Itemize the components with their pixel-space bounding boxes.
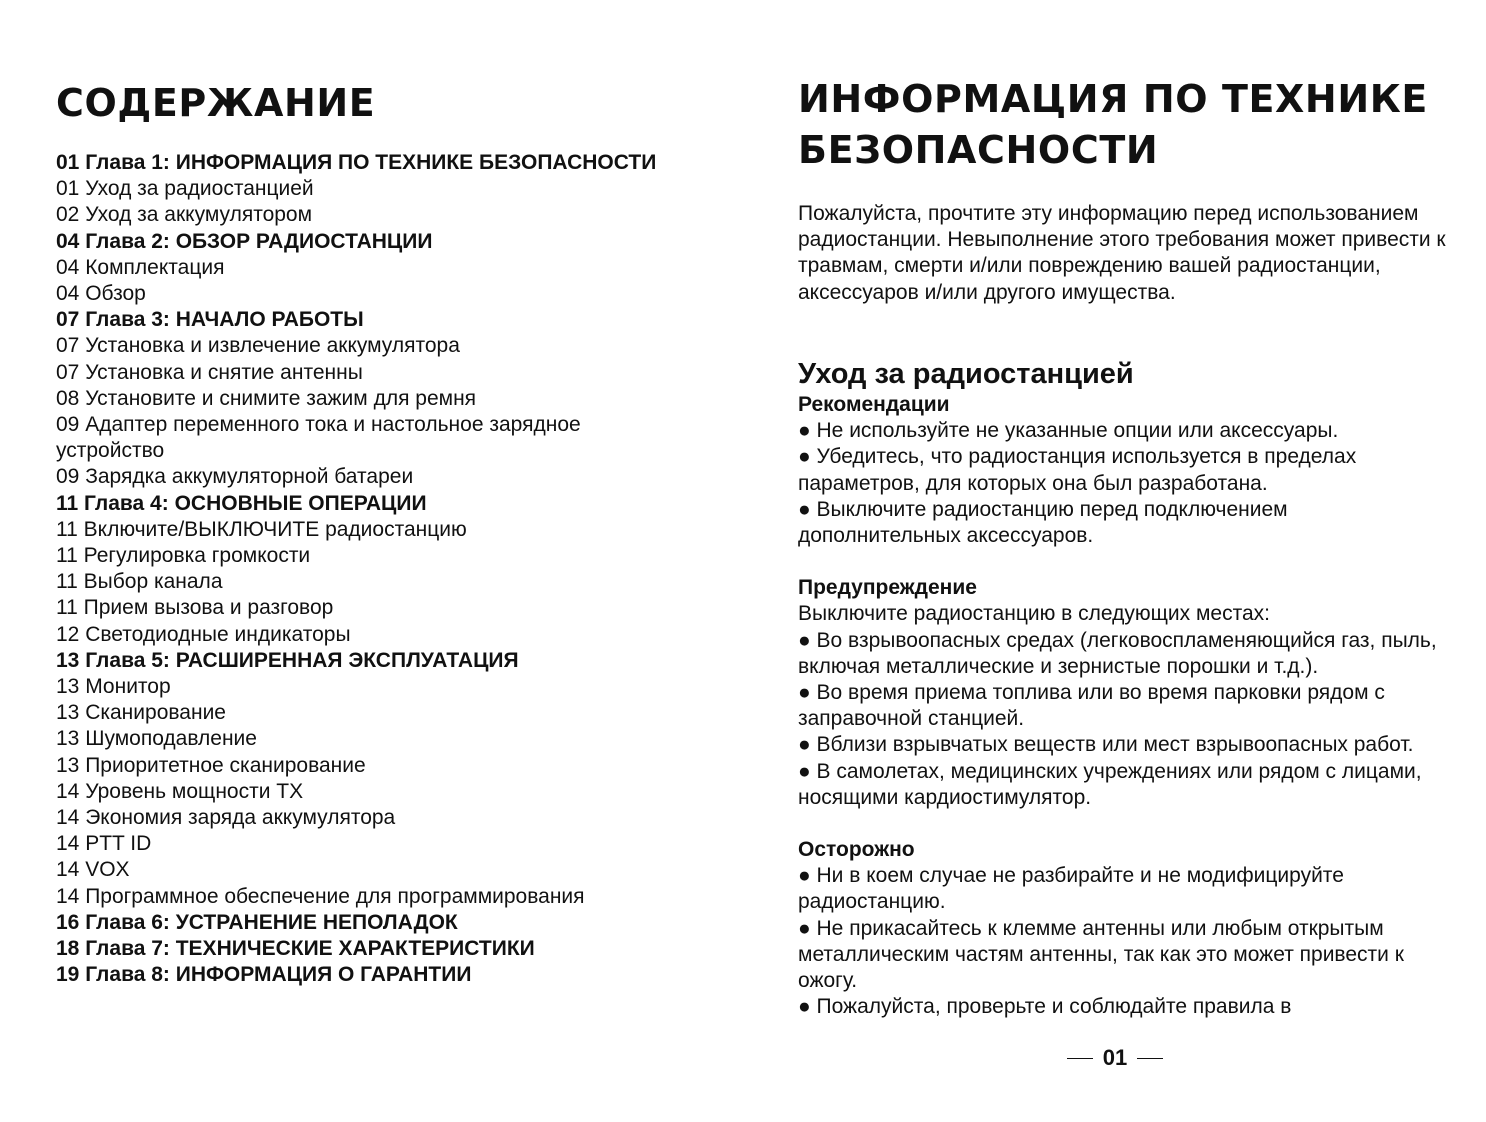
toc-item[interactable]: 14 Программное обеспечение для программирования <box>56 884 585 908</box>
toc-item[interactable]: 11 Глава 4: ОСНОВНЫЕ ОПЕРАЦИИ <box>56 491 427 515</box>
page-number-text: 01 <box>1102 1045 1128 1070</box>
toc-title: СОДЕРЖАНИЕ <box>56 81 376 125</box>
radio-care-section <box>798 356 1448 1020</box>
toc-item[interactable]: 19 Глава 8: ИНФОРМАЦИЯ О ГАРАНТИИ <box>56 963 472 987</box>
table-of-contents <box>56 150 676 989</box>
toc-item[interactable]: 01 Уход за радиостанцией <box>56 177 314 201</box>
toc-item[interactable]: 11 Прием вызова и разговор <box>56 596 334 620</box>
section-title: Уход за радиостанцией <box>798 358 1134 390</box>
toc-item[interactable]: 09 Зарядка аккумуляторной батареи <box>56 465 414 489</box>
caution-item: ● Не прикасайтесь к клемме антенны или любым открытым металлическим частям антенны, так как это может привести к ожогу. <box>798 916 1404 993</box>
toc-item[interactable]: 13 Приоритетное сканирование <box>56 753 366 777</box>
warning-item: ● Во время приема топлива или во время парковки рядом с заправочной станцией. <box>798 681 1385 731</box>
toc-item[interactable]: 08 Установите и снимите зажим для ремня <box>56 386 477 410</box>
warning-item: ● Во взрывоопасных средах (легковоспламеняющийся газ, пыль, включая металлические и зернистые порошки и т.д.). <box>798 628 1437 678</box>
intro-paragraph <box>798 201 1448 306</box>
toc-item[interactable]: 11 Выбор канала <box>56 570 223 594</box>
divider <box>1137 1058 1163 1059</box>
toc-item[interactable]: 14 VOX <box>56 858 130 882</box>
caution-item: ● Пожалуйста, проверьте и соблюдайте правила в <box>798 995 1292 1019</box>
toc-item[interactable]: 11 Включите/ВЫКЛЮЧИТЕ радиостанцию <box>56 517 467 541</box>
toc-item[interactable]: 14 PTT ID <box>56 832 152 856</box>
intro-text: Пожалуйста, прочтите эту информацию перед использованием радиостанции. Невыполнение этого требования может привести к травмам, смерти и/или повреждению вашей радиостанции, аксессуаров и/или другого имущества. <box>798 202 1446 304</box>
toc-item[interactable]: 04 Обзор <box>56 282 146 306</box>
recommendations-heading: Рекомендации <box>798 393 950 416</box>
caution-item: ● Ни в коем случае не разбирайте и не модифицируйте радиостанцию. <box>798 864 1344 914</box>
toc-item[interactable]: 07 Установка и снятие антенны <box>56 360 363 384</box>
toc-item[interactable]: 18 Глава 7: ТЕХНИЧЕСКИЕ ХАРАКТЕРИСТИКИ <box>56 937 535 961</box>
toc-item[interactable]: 13 Шумоподавление <box>56 727 257 751</box>
toc-item[interactable]: 14 Экономия заряда аккумулятора <box>56 806 396 830</box>
recommendation-item: ● Убедитесь, что радиостанция используется в пределах параметров, для которых она был разработана. <box>798 445 1357 495</box>
toc-item[interactable]: 13 Монитор <box>56 675 171 699</box>
warning-item: ● Вблизи взрывчатых веществ или мест взрывоопасных работ. <box>798 733 1414 757</box>
recommendation-item: ● Выключите радиостанцию перед подключением дополнительных аксессуаров. <box>798 497 1288 548</box>
toc-item[interactable]: 01 Глава 1: ИНФОРМАЦИЯ ПО ТЕХНИКЕ БЕЗОПАСНОСТИ <box>56 151 657 174</box>
caution-heading: Осторожно <box>798 838 915 862</box>
toc-item[interactable]: 04 Глава 2: ОБЗОР РАДИОСТАНЦИИ <box>56 229 433 253</box>
toc-item[interactable]: 07 Глава 3: НАЧАЛО РАБОТЫ <box>56 308 364 332</box>
toc-item[interactable]: 14 Уровень мощности TX <box>56 779 304 803</box>
toc-item[interactable]: 04 Комплектация <box>56 255 225 279</box>
warning-lead: Выключите радиостанцию в следующих местах: <box>798 602 1270 626</box>
page-number <box>1062 1044 1168 1072</box>
toc-item[interactable]: 09 Адаптер переменного тока и настольное зарядное устройство <box>56 413 581 463</box>
divider <box>1067 1058 1093 1059</box>
warning-heading: Предупреждение <box>798 576 977 600</box>
toc-item[interactable]: 13 Сканирование <box>56 701 226 725</box>
safety-title: ИНФОРМАЦИЯ ПО ТЕХНИКЕ БЕЗОПАСНОСТИ <box>798 77 1428 172</box>
toc-item[interactable]: 07 Установка и извлечение аккумулятора <box>56 334 460 358</box>
toc-item[interactable]: 16 Глава 6: УСТРАНЕНИЕ НЕПОЛАДОК <box>56 910 458 934</box>
recommendation-item: ● Не используйте не указанные опции или аксессуары. <box>798 419 1339 443</box>
warning-item: ● В самолетах, медицинских учреждениях или рядом с лицами, носящими кардиостимулятор. <box>798 759 1422 809</box>
toc-item[interactable]: 12 Светодиодные индикаторы <box>56 622 351 646</box>
toc-item[interactable]: 13 Глава 5: РАСШИРЕННАЯ ЭКСПЛУАТАЦИЯ <box>56 648 519 672</box>
toc-item[interactable]: 11 Регулировка громкости <box>56 544 311 568</box>
toc-item[interactable]: 02 Уход за аккумулятором <box>56 203 313 227</box>
